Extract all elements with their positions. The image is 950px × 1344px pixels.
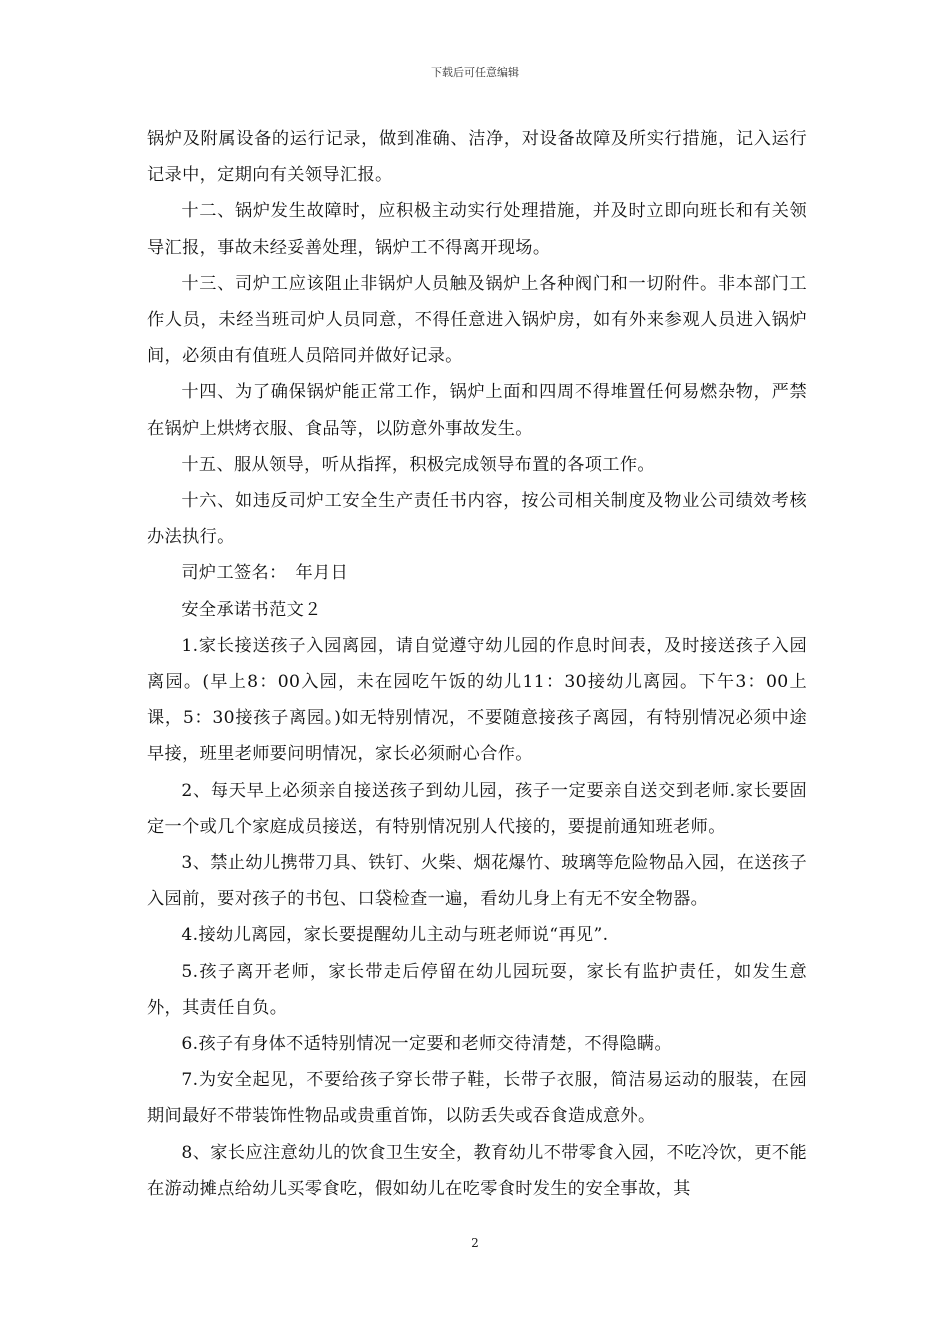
paragraph-4: 十四、为了确保锅炉能正常工作，锅炉上面和四周不得堆置任何易燃杂物，严禁在锅炉上烘烤衣服、食品等，以防意外事故发生。 xyxy=(147,382,807,439)
paragraph-16: 8、家长应注意幼儿的饮食卫生安全，教育幼儿不带零食入园，不吃冷饮，更不能在游动摊点给幼儿买零食吃，假如幼儿在吃零食时发生的安全事故，其 xyxy=(147,1142,807,1199)
page-number: 2 xyxy=(471,1236,479,1250)
paragraph-10: 2、每天早上必须亲自接送孩子到幼儿园，孩子一定要亲自送交到老师.家长要固定一个或几个家庭成员接送，有特别情况别人代接的，要提前通知班老师。 xyxy=(147,780,807,837)
paragraph-15: 7.为安全起见，不要给孩子穿长带子鞋，长带子衣服，简洁易运动的服装，在园期间最好不带装饰性物品或贵重首饰，以防丢失或吞食造成意外。 xyxy=(147,1070,807,1127)
paragraph-5: 十五、服从领导，听从指挥，积极完成领导布置的各项工作。 xyxy=(181,454,655,475)
paragraph-6: 十六、如违反司炉工安全生产责任书内容，按公司相关制度及物业公司绩效考核办法执行。 xyxy=(147,491,807,548)
paragraph-13: 5.孩子离开老师，家长带走后停留在幼儿园玩耍，家长有监护责任，如发生意外，其责任自负。 xyxy=(147,961,807,1018)
paragraph-1: 锅炉及附属设备的运行记录，做到准确、洁净，对设备故障及所实行措施，记入运行记录中，定期向有关领导汇报。 xyxy=(147,129,807,186)
page-header: 下载后可任意编辑 xyxy=(431,66,519,79)
document-body xyxy=(147,121,807,1207)
paragraph-11: 3、禁止幼儿携带刀具、铁钉、火柴、烟花爆竹、玻璃等危险物品入园，在送孩子入园前，要对孩子的书包、口袋检查一遍，看幼儿身上有无不安全物器。 xyxy=(147,853,807,910)
paragraph-12: 4.接幼儿离园，家长要提醒幼儿主动与班老师说“再见”. xyxy=(181,925,609,946)
section-heading: 安全承诺书范文２ xyxy=(181,599,322,620)
paragraph-3: 十三、司炉工应该阻止非锅炉人员触及锅炉上各种阀门和一切附件。非本部门工作人员，未经当班司炉人员同意，不得任意进入锅炉房，如有外来参观人员进入锅炉间，必须由有值班人员陪同并做好记录。 xyxy=(147,273,807,367)
signature-line: 司炉工签名： 年月日 xyxy=(181,563,349,584)
paragraph-2: 十二、锅炉发生故障时，应积极主动实行处理措施，并及时立即向班长和有关领导汇报，事故未经妥善处理，锅炉工不得离开现场。 xyxy=(147,201,807,258)
paragraph-14: 6.孩子有身体不适特别情况一定要和老师交待清楚，不得隐瞒。 xyxy=(181,1034,673,1055)
paragraph-9: 1.家长接送孩子入园离园，请自觉遵守幼儿园的作息时间表，及时接送孩子入园离园。(早上8：00入园，未在园吃午饭的幼儿11：30接幼儿离园。下午3：00上课，5：30接孩子离园。)如无特别情况，不要随意接孩子离园，有特别情况必须中途早接，班里老师要问明情况，家长必须耐心合作。 xyxy=(147,635,807,765)
